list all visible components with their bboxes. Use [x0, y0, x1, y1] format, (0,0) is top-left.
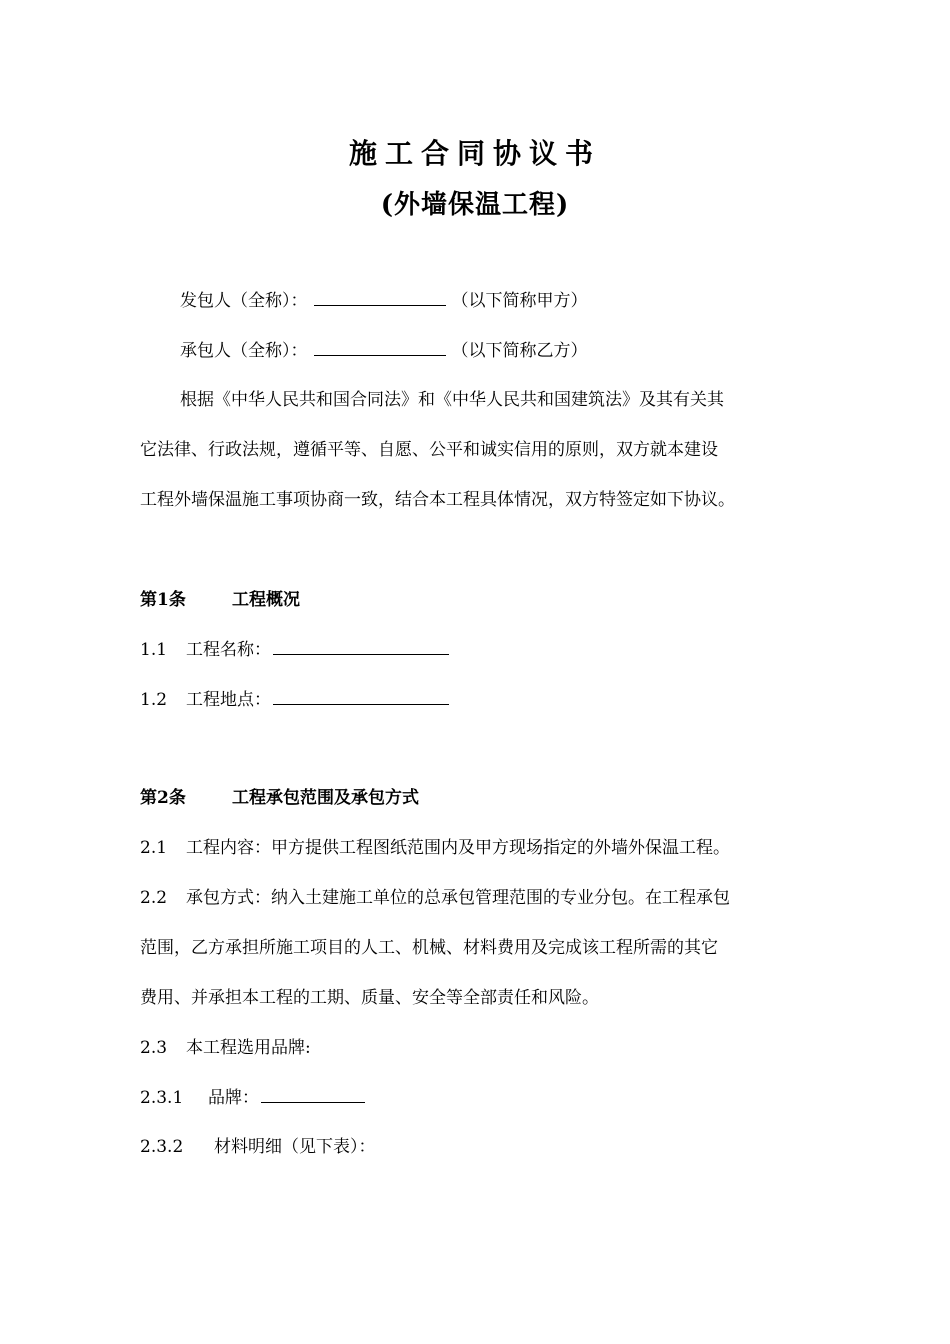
item-2-3-1-number: 2.3.1 — [140, 1088, 184, 1108]
item-1-2 — [140, 687, 455, 712]
item-2-2-number: 2.2 — [140, 888, 168, 908]
item-1-2-number: 1.2 — [140, 690, 168, 710]
intro-line-1: 根据《中华人民共和国合同法》和《中华人民共和国建筑法》及其有关其 — [180, 390, 724, 410]
item-2-3-1-label: 品牌： — [208, 1088, 259, 1108]
project-name-blank[interactable] — [273, 637, 449, 655]
item-2-1 — [140, 836, 730, 860]
item-2-3-number: 2.3 — [140, 1038, 168, 1058]
employer-label: 发包人（全称）： — [180, 291, 308, 311]
contractor-line — [180, 338, 588, 363]
item-2-2-line-2: 范围，乙方承担所施工项目的人工、机械、材料费用及完成该工程所需的其它 — [140, 938, 718, 958]
intro-line-2: 它法律、行政法规，遵循平等、自愿、公平和诚实信用的原则，双方就本建设 — [140, 440, 718, 460]
document-subtitle: (外墙保温工程) — [380, 190, 570, 220]
brand-blank[interactable] — [261, 1085, 365, 1103]
item-2-3-2-number: 2.3.2 — [140, 1137, 184, 1157]
item-2-3-text: 本工程选用品牌: — [186, 1038, 311, 1058]
document-title: 施工合同协议书 — [348, 137, 601, 170]
contractor-name-blank[interactable] — [314, 338, 446, 356]
contractor-suffix: （以下简称乙方） — [451, 341, 588, 361]
item-1-2-label: 工程地点： — [186, 690, 271, 710]
article-2-heading — [140, 786, 419, 810]
article-2-number: 第2条 — [140, 788, 186, 808]
item-2-2-line-1 — [140, 886, 730, 910]
employer-line — [180, 288, 588, 313]
article-1-heading — [140, 588, 300, 612]
project-location-blank[interactable] — [273, 687, 449, 705]
article-1-number: 第1条 — [140, 590, 186, 610]
item-2-3-2-text: 材料明细（见下表）： — [214, 1137, 376, 1157]
employer-suffix: （以下简称甲方） — [451, 291, 588, 311]
article-2-title: 工程承包范围及承包方式 — [232, 788, 419, 808]
item-2-2-line-3: 费用、并承担本工程的工期、质量、安全等全部责任和风险。 — [140, 988, 599, 1008]
item-2-2-text-1: 承包方式：纳入土建施工单位的总承包管理范围的专业分包。在工程承包 — [186, 888, 730, 908]
employer-name-blank[interactable] — [314, 288, 446, 306]
item-1-1 — [140, 637, 455, 662]
intro-line-3: 工程外墙保温施工事项协商一致，结合本工程具体情况，双方特签定如下协议。 — [140, 490, 735, 510]
item-2-1-number: 2.1 — [140, 838, 168, 858]
contractor-label: 承包人（全称）： — [180, 341, 308, 361]
item-2-3-1 — [140, 1085, 371, 1110]
item-2-3 — [140, 1036, 311, 1060]
item-1-1-label: 工程名称： — [186, 640, 271, 660]
item-1-1-number: 1.1 — [140, 640, 168, 660]
article-1-title: 工程概况 — [232, 590, 300, 610]
item-2-1-text: 工程内容：甲方提供工程图纸范围内及甲方现场指定的外墙外保温工程。 — [186, 838, 730, 858]
item-2-3-2 — [140, 1135, 376, 1159]
